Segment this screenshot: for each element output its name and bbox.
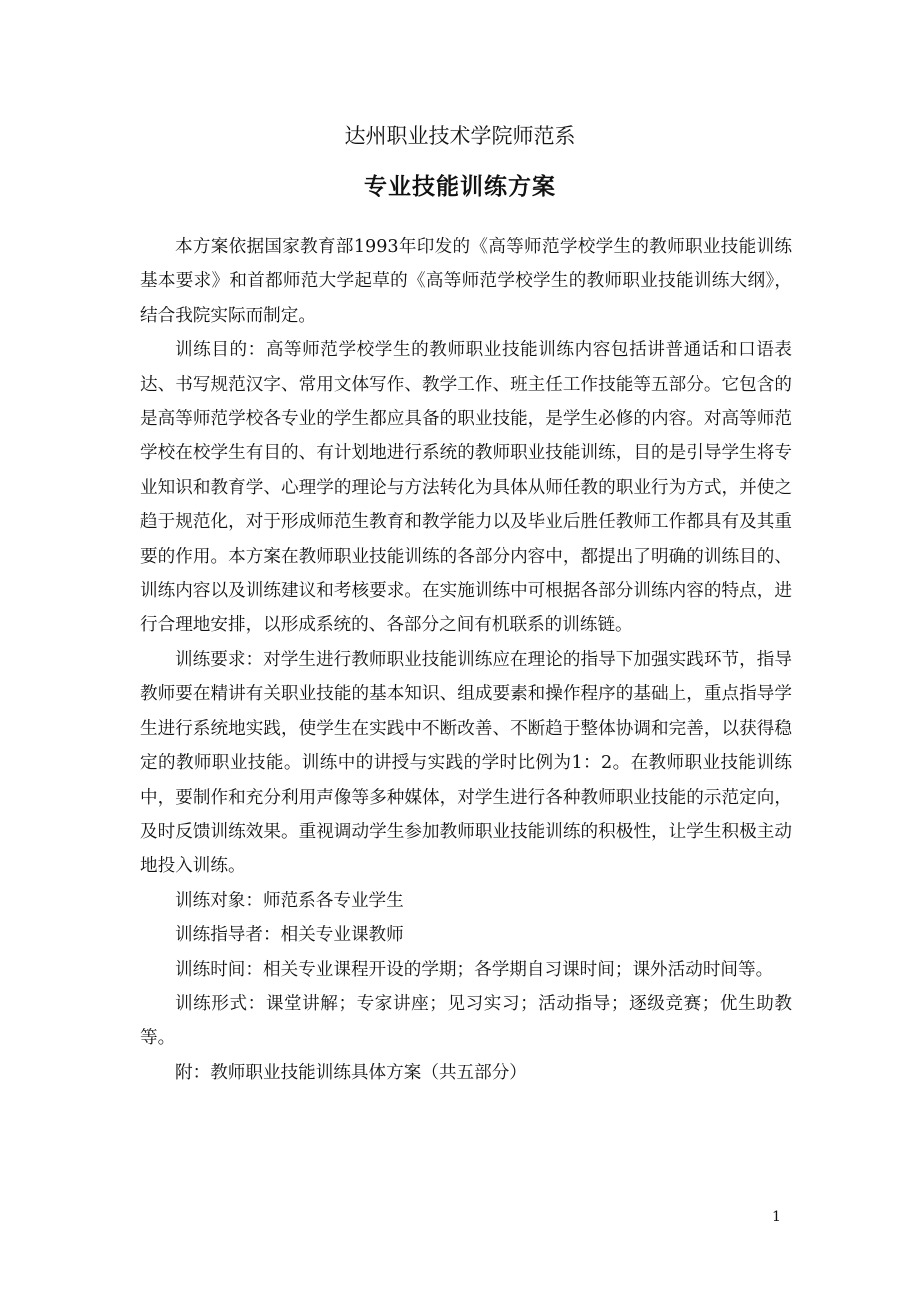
training-instructor-line: 训练指导者：相关专业课教师 (175, 925, 404, 946)
institution-heading: 达州职业技术学院师范系 (344, 124, 576, 148)
intro-paragraph: 本方案依据国家教育部1993年印发的《高等师范学校学生的教师职业技能训练基本要求》和首都师范大学起草的《高等师范学校学生的教师职业技能训练大纲》，结合我院实际而制定。 (140, 237, 792, 326)
training-target-line: 训练对象：师范系各专业学生 (175, 890, 404, 911)
training-time-line: 训练时间：相关专业课程开设的学期；各学期自习课时间；课外活动时间等。 (175, 959, 774, 980)
document-body (140, 230, 792, 1090)
training-format-paragraph: 训练形式：课堂讲解；专家讲座；见习实习；活动指导；逐级竞赛；优生助教等。 (140, 993, 792, 1049)
page-number: 1 (772, 1209, 781, 1225)
appendix-line: 附：教师职业技能训练具体方案（共五部分） (175, 1062, 527, 1083)
training-requirements-paragraph: 训练要求：对学生进行教师职业技能训练应在理论的指导下加强实践环节，指导教师要在精讲有关职业技能的基本知识、组成要素和操作程序的基础上，重点指导学生进行系统地实践，使学生在实践中不断改善、不断趋于整体协调和完善，以获得稳定的教师职业技能。训练中的讲授与实践的学时比例为1：2。在教师职业技能训练中，要制作和充分利用声像等多种媒体，对学生进行各种教师职业技能的示范定向，及时反馈训练效果。重视调动学生参加教师职业技能训练的积极性，让学生积极主动地投入训练。 (140, 649, 792, 877)
document-title: 专业技能训练方案 (364, 173, 556, 200)
training-purpose-paragraph: 训练目的：高等师范学校学生的教师职业技能训练内容包括讲普通话和口语表达、书写规范汉字、常用文体写作、教学工作、班主任工作技能等五部分。它包含的是高等师范学校各专业的学生都应具备的职业技能，是学生必修的内容。对高等师范学校在校学生有目的、有计划地进行系统的教师职业技能训练，目的是引导学生将专业知识和教育学、心理学的理论与方法转化为具体从师任教的职业行为方式，并使之趋于规范化，对于形成师范生教育和教学能力以及毕业后胜任教师工作都具有及其重要的作用。本方案在教师职业技能训练的各部分内容中，都提出了明确的训练目的、训练内容以及训练建议和考核要求。在实施训练中可根据各部分训练内容的特点，进行合理地安排，以形成系统的、各部分之间有机联系的训练链。 (140, 340, 792, 636)
